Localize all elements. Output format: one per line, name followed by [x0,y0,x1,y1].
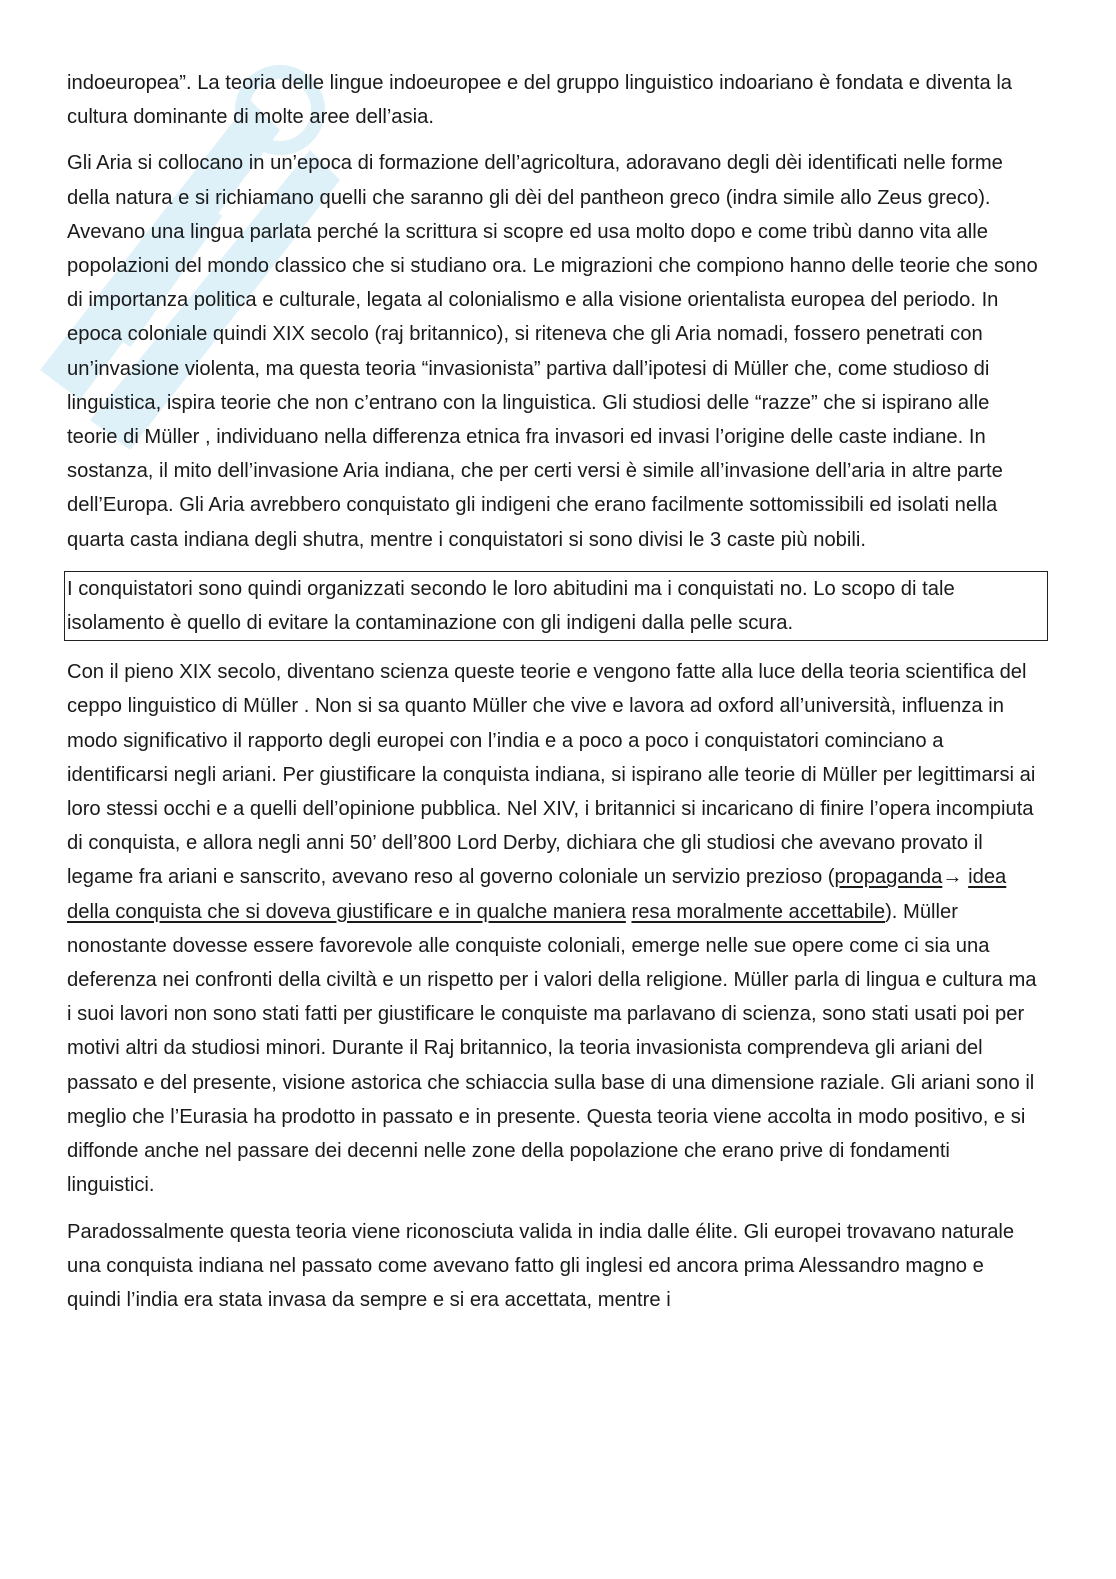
paragraph-4-start: Con il pieno XIX secolo, diventano scienza queste teorie e vengono fatte alla luce della teoria scientifica del ceppo linguistico di Müller . Non si sa quanto Müller che vive e lavora ad oxford all’università, influenza in modo significativo il rapporto degli europei con l’india e a poco a poco i conquistatori cominciano a identificarsi negli ariani. Per giustificare la conquista indiana, si ispirano alle teorie di Müller per legittimarsi ai loro stessi occhi e a quelli dell’opinione pubblica. Nel XIV, i britannici si incaricano di finire l’opera incompiuta di conquista, e allora negli anni 50’ dell’800 Lord Derby, dichiara che gli studiosi che avevano provato il legame fra ariani e sanscrito, avevano reso al governo coloniale un servizio prezioso ( [67,661,1036,889]
boxed-note-text: I conquistatori sono quindi organizzati secondo le loro abitudini ma i conquistati no. Lo scopo di tale isolamento è quello di evitare la contaminazione con gli indigeni dalla pelle scura. [67,577,955,635]
paragraph-4-end: ). Müller nonostante dovesse essere favorevole alle conquiste coloniali, emerge nelle sue opere come ci sia una deferenza nei confronti della civiltà e un rispetto per i valori della religione. Müller parla di lingua e cultura ma i suoi lavori non sono stati fatti per giustificare le conquiste ma parlavano di scienza, sono stati usati poi per motivi altri da studiosi minori. Durante il Raj britannico, la teoria invasionista comprendeva gli ariani del passato e del presente, visione astorica che schiaccia sulla base di una dimensione raziale. Gli ariani sono il meglio che l’Eurasia ha prodotto in passato e in presente. Questa teoria viene accolta in modo positivo, e si diffonde anche nel passare dei decenni nelle zone della popolazione che erano prive di fondamenti linguistici. [67,900,1037,1197]
underline-idea: idea della conquista che si doveva giustificare e in qualche maniera [67,866,1007,923]
underline-resa: resa moralmente accettabile [631,900,886,923]
paragraph-1: indoeuropea”. La teoria delle lingue indoeuropee e del gruppo linguistico indoariano è fondata e diventa la cultura dominante di molte aree dell’asia. [67,72,1013,129]
paragraph-4 [67,655,1039,1202]
document-body [67,66,1039,1329]
arrow-icon: → [942,866,969,889]
underline-propaganda: propaganda [834,866,943,889]
boxed-note [64,571,1048,641]
paragraph-5: Paradossalmente questa teoria viene riconosciuta valida in india dalle élite. Gli europei trovavano naturale una conquista indiana nel passato come avevano fatto gli inglesi ed ancora prima Alessandro magno e quindi l’india era stata invasa da sempre e si era accettata, mentre i [67,1220,1015,1311]
paragraph-2: Gli Aria si collocano in un’epoca di formazione dell’agricoltura, adoravano degli dèi identificati nelle forme della natura e si richiamano quelli che saranno gli dèi del pantheon greco (indra simile allo Zeus greco). Avevano una lingua parlata perché la scrittura si scopre ed usa molto dopo e come tribù danno vita alle popolazioni del mondo classico che si studiano ora. Le migrazioni che compiono hanno delle teorie che sono di importanza politica e culturale, legata al colonialismo e alla visione orientalista europea del periodo. In epoca coloniale quindi XIX secolo (raj britannico), si riteneva che gli Aria nomadi, fossero penetrati con un’invasione violenta, ma questa teoria “invasionista” partiva dall’ipotesi di Müller che, come studioso di linguistica, ispira teorie che non c’entrano con la linguistica. Gli studiosi delle “razze” che si ispirano alle teorie di Müller , individuano nella differenza etnica fra invasori ed invasi l’origine delle caste indiane. In sostanza, il mito dell’invasione Aria indiana, che per certi versi è simile all’invasione dell’aria in altre parte dell’Europa. Gli Aria avrebbero conquistato gli indigeni che erano facilmente sottomissibili ed isolati nella quarta casta indiana degli shutra, mentre i conquistatori si sono divisi le 3 caste più nobili. [67,152,1038,551]
